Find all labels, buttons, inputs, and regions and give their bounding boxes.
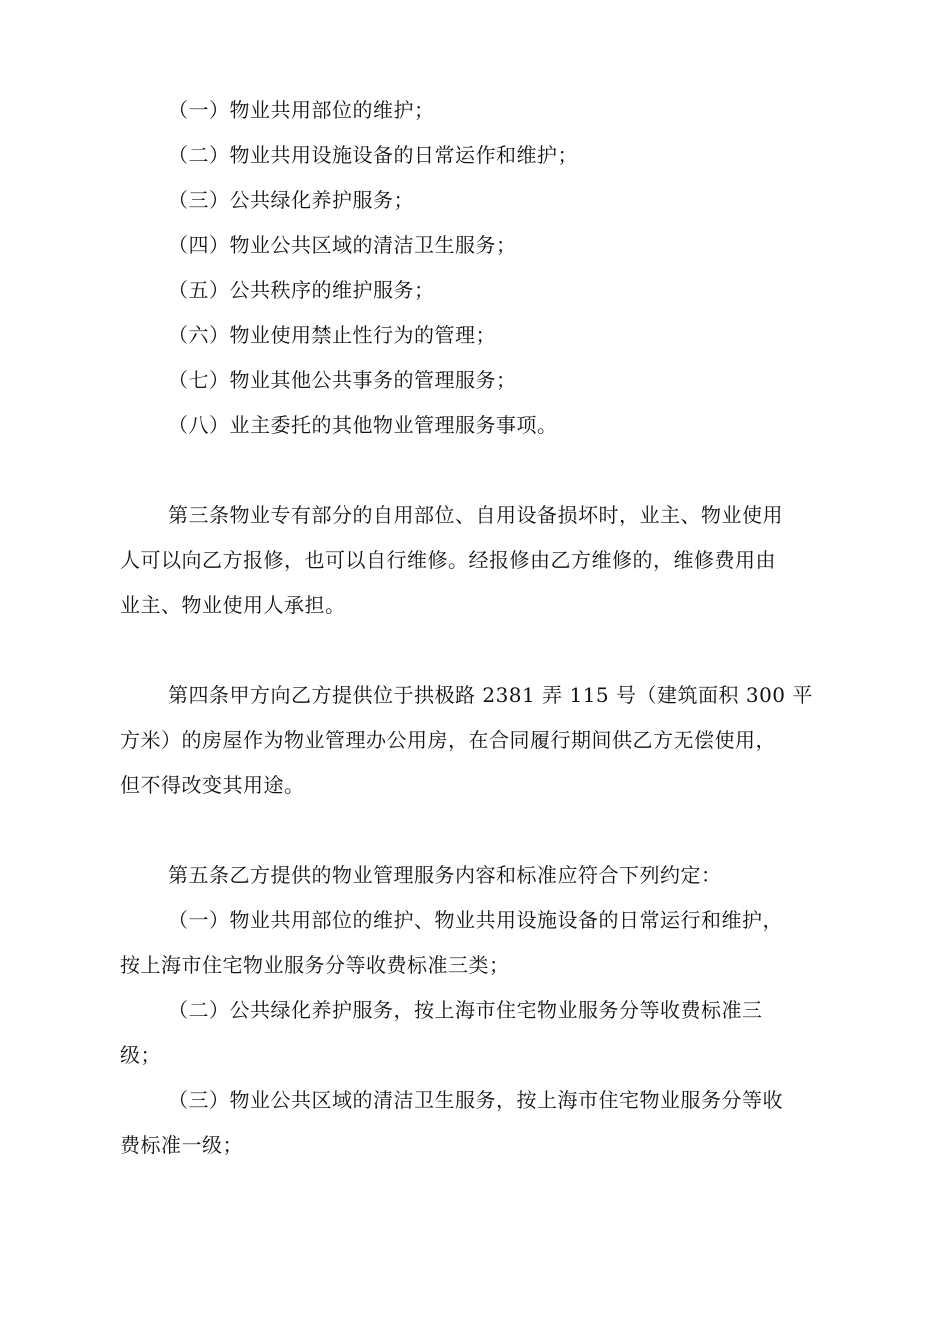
list-item: （四）物业公共区域的清洁卫生服务； xyxy=(168,233,517,257)
article-5-item-line: 按上海市住宅物业服务分等收费标准三类； xyxy=(120,953,510,977)
list-item: （三）公共绿化养护服务； xyxy=(168,188,414,212)
list-item: （一）物业共用部位的维护； xyxy=(168,98,435,122)
article-5-item-line: （二）公共绿化养护服务，按上海市住宅物业服务分等收费标准三 xyxy=(168,998,763,1022)
article-5-intro: 第五条乙方提供的物业管理服务内容和标准应符合下列约定： xyxy=(168,863,722,887)
article-5-item-line: （三）物业公共区域的清洁卫生服务，按上海市住宅物业服务分等收 xyxy=(168,1088,783,1112)
list-item: （二）物业共用设施设备的日常运作和维护； xyxy=(168,143,578,167)
article-4-line: 方米）的房屋作为物业管理办公用房，在合同履行期间供乙方无偿使用， xyxy=(120,728,776,752)
list-item: （八）业主委托的其他物业管理服务事项。 xyxy=(168,413,558,437)
article-5-item-line: 费标准一级； xyxy=(120,1133,243,1157)
article-3-line: 人可以向乙方报修，也可以自行维修。经报修由乙方维修的，维修费用由 xyxy=(120,548,776,572)
article-3-line: 第三条物业专有部分的自用部位、自用设备损坏时，业主、物业使用 xyxy=(168,503,783,527)
list-item: （七）物业其他公共事务的管理服务； xyxy=(168,368,517,392)
article-3-line: 业主、物业使用人承担。 xyxy=(120,593,346,617)
list-item: （六）物业使用禁止性行为的管理； xyxy=(168,323,496,347)
article-4-line: 但不得改变其用途。 xyxy=(120,773,305,797)
article-5-item-line: （一）物业共用部位的维护、物业共用设施设备的日常运行和维护， xyxy=(168,908,783,932)
list-item: （五）公共秩序的维护服务； xyxy=(168,278,435,302)
article-4-line: 第四条甲方向乙方提供位于拱极路 2381 弄 115 号（建筑面积 300 平 xyxy=(168,683,813,707)
article-5-item-line: 级； xyxy=(120,1043,161,1067)
